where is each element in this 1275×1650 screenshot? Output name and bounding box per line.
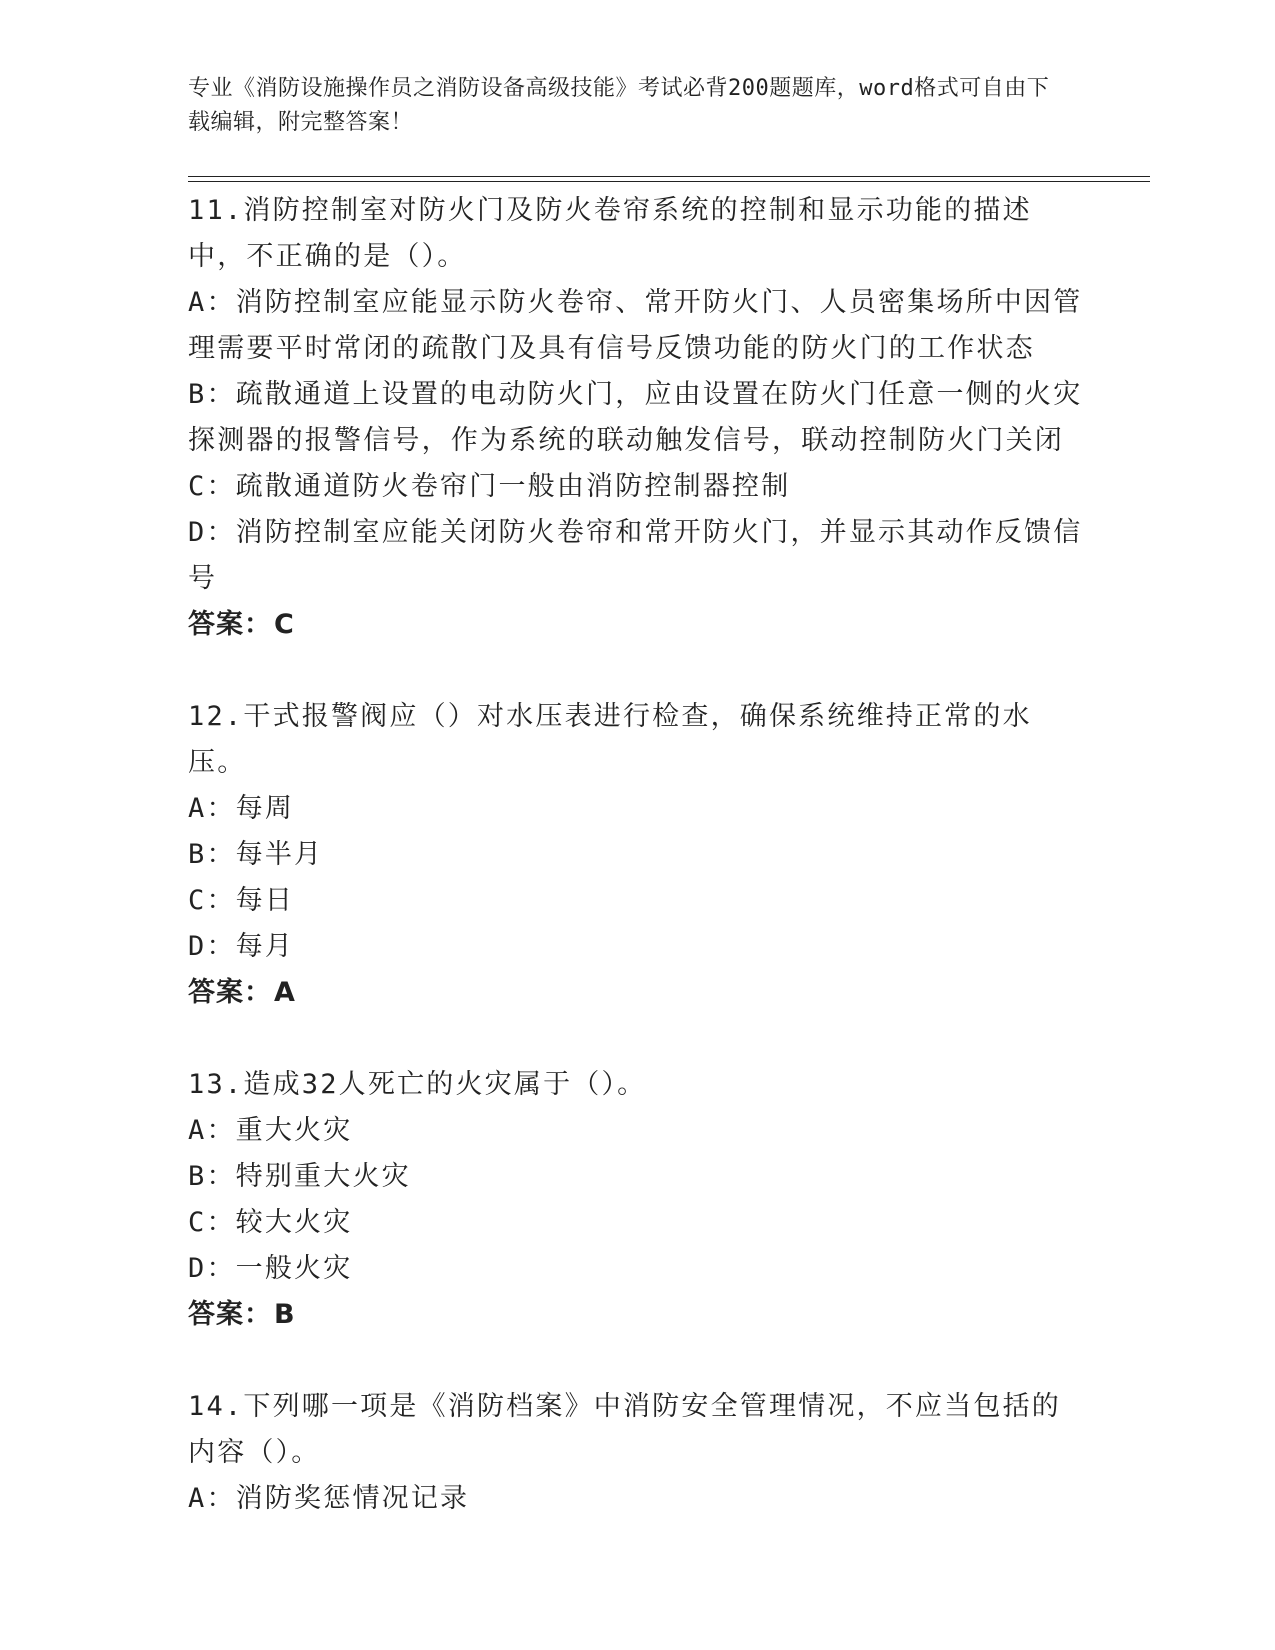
answer-line: [188, 970, 1088, 1016]
answer-value: B: [274, 1299, 296, 1330]
question-option: C：疏散通道防火卷帘门一般由消防控制器控制: [188, 471, 791, 502]
question-option: B：每半月: [188, 839, 324, 870]
question-stem: 13.造成32人死亡的火灾属于（）。: [188, 1069, 647, 1100]
document-header: 专业《消防设施操作员之消防设备高级技能》考试必背200题题库，word格式可自由下载编辑，附完整答案！: [188, 76, 1050, 135]
question-list: [188, 188, 1088, 1522]
answer-value: A: [274, 977, 296, 1008]
question-option: A：消防控制室应能显示防火卷帘、常开防火门、人员密集场所中因管理需要平时常闭的疏散门及具有信号反馈功能的防火门的工作状态: [188, 287, 1083, 364]
question-option: D：消防控制室应能关闭防火卷帘和常开防火门，并显示其动作反馈信号: [188, 517, 1083, 594]
question-option: C：较大火灾: [188, 1207, 353, 1238]
question-option: A：重大火灾: [188, 1115, 353, 1146]
question-option: A：消防奖惩情况记录: [188, 1483, 470, 1514]
answer-label: 答案：: [188, 977, 272, 1008]
question-option: B：特别重大火灾: [188, 1161, 411, 1192]
answer-value: C: [274, 609, 295, 640]
header-divider-top: [188, 176, 1150, 177]
answer-label: 答案：: [188, 1299, 272, 1330]
question-option: D：每月: [188, 931, 295, 962]
question-option: C：每日: [188, 885, 295, 916]
header-divider-bottom: [188, 181, 1150, 182]
question-item: [188, 188, 1088, 648]
question-item: [188, 1062, 1088, 1338]
answer-line: [188, 602, 1088, 648]
question-stem: 14.下列哪一项是《消防档案》中消防安全管理情况，不应当包括的内容（）。: [188, 1391, 1061, 1468]
question-option: D：一般火灾: [188, 1253, 353, 1284]
question-item: [188, 1384, 1088, 1522]
question-option: B：疏散通道上设置的电动防火门，应由设置在防火门任意一侧的火灾探测器的报警信号，作为系统的联动触发信号，联动控制防火门关闭: [188, 379, 1083, 456]
question-stem: 11.消防控制室对防火门及防火卷帘系统的控制和显示功能的描述中，不正确的是（）。: [188, 195, 1032, 272]
question-item: [188, 694, 1088, 1016]
answer-line: [188, 1292, 1088, 1338]
question-option: A：每周: [188, 793, 295, 824]
question-stem: 12.干式报警阀应（）对水压表进行检查，确保系统维持正常的水压。: [188, 701, 1032, 778]
answer-label: 答案：: [188, 609, 272, 640]
